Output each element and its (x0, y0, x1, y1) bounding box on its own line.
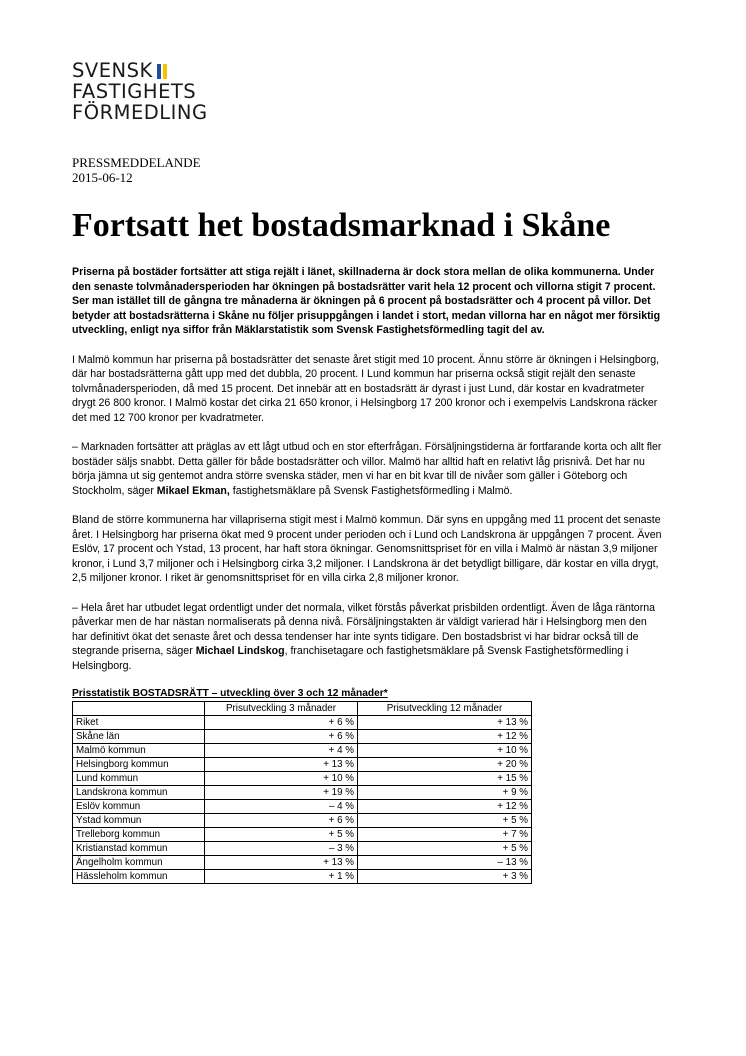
logo-line-1: SVENSK (72, 60, 208, 81)
quote-tail: , franchisetagare och fastighetsmäklare på Svensk Fastighetsförmedling i Helsingborg. (72, 645, 629, 673)
table-row (73, 758, 532, 772)
press-meta (72, 155, 201, 185)
table-row (73, 800, 532, 814)
quote-person: Mikael Ekman, (156, 484, 230, 497)
municipality-cell: Skåne län (73, 730, 205, 744)
change-3m-cell: + 10 % (205, 772, 358, 786)
municipality-cell: Helsingborg kommun (73, 758, 205, 772)
paragraph-4 (72, 601, 662, 674)
change-12m-cell: + 9 % (358, 786, 532, 800)
article-body (72, 265, 662, 884)
change-12m-cell: + 7 % (358, 828, 532, 842)
change-3m-cell: – 4 % (205, 800, 358, 814)
municipality-cell: Trelleborg kommun (73, 828, 205, 842)
municipality-cell: Hässleholm kommun (73, 870, 205, 884)
table-row (73, 716, 532, 730)
quote-text: – Marknaden fortsätter att präglas av ett lågt utbud och en stor efterfrågan. Försäljningstiderna är fortfarande korta och allt fler bostäder säljs snabbt. Detta gäller för både bostadsrätter och villor. Malmö har alltid haft en relativt låg prisnivå. Det har nu börja jämna ut sig gentemot andra större svenska städer, men vi har en bit kvar till de nivåer som gäller i Göteborg och Stockholm, säger (72, 441, 662, 497)
change-12m-cell: + 5 % (358, 814, 532, 828)
change-3m-cell: + 1 % (205, 870, 358, 884)
lead-paragraph: Priserna på bostäder fortsätter att stiga rejält i länet, skillnaderna är dock stora mellan de olika kommunerna. Under den senaste tolvmånadersperioden har ökningen på bostadsrätter varit hela 12 procent och villorna stigit 7 procent. Ser man istället till de gångna tre månaderna är ökningen på 6 procent på bostadsrätter och 4 procent på villor. Det betyder att bostadsrätterna i Skåne nu följer prisuppgången i landet i stort, medan villorna har en något mer försiktig utveckling, enligt nya siffor från Mäklarstatistik som Svensk Fastighetsförmedling tagit del av. (72, 266, 661, 337)
change-12m-cell: + 20 % (358, 758, 532, 772)
table-row (73, 856, 532, 870)
table-header (73, 702, 205, 716)
change-3m-cell: – 3 % (205, 842, 358, 856)
table-row (73, 772, 532, 786)
table-header-row (73, 702, 532, 716)
change-12m-cell: + 5 % (358, 842, 532, 856)
flag-stripe-yellow (163, 64, 167, 79)
flag-stripe-blue (157, 64, 161, 79)
document-date: 2015-06-12 (72, 170, 133, 185)
paragraph-2 (72, 440, 662, 498)
quote-person: Michael Lindskog (195, 645, 285, 658)
change-3m-cell: + 6 % (205, 814, 358, 828)
municipality-cell: Ystad kommun (73, 814, 205, 828)
municipality-cell: Riket (73, 716, 205, 730)
change-12m-cell: – 13 % (358, 856, 532, 870)
municipality-cell: Lund kommun (73, 772, 205, 786)
change-3m-cell: + 6 % (205, 716, 358, 730)
paragraph-1: I Malmö kommun har priserna på bostadsrätter det senaste året stigit med 10 procent. Ännu större är ökningen i Helsingborg, där har bostadsrätterna gått upp med det dubbla, 20 procent. I Lund kommun har priserna också stigit rejält den senaste tolvmånadersperioden, då med 15 procent. Det innebär att en bostadsrätt är dyrast i just Lund, där kostar en kvadratmeter drygt 26 800 kronor. I Malmö kostar det cirka 21 650 kronor, i Helsingborg 17 200 kronor och i exempelvis Landskrona räcker det med 12 700 kronor per kvadratmeter. (72, 353, 660, 424)
quote-tail: fastighetsmäklare på Svensk Fastighetsförmedling i Malmö. (229, 484, 513, 497)
municipality-cell: Eslöv kommun (73, 800, 205, 814)
change-12m-cell: + 12 % (358, 800, 532, 814)
municipality-cell: Ängelholm kommun (73, 856, 205, 870)
paragraph-3: Bland de större kommunerna har villapriserna stigit mest i Malmö kommun. Där syns en uppgång med 11 procent det senaste året. I Helsingborg har priserna ökat med 9 procent under perioden och i Lund och Landskrona är uppgången 7 procent. Även Eslöv, 17 procent och Ystad, 13 procent, har haft stora ökningar. Genomsnittspriset för en villa i Malmö är nästan 3,9 miljoner kronor, i Lund 3,7 miljoner och i Helsingborg cirka 3,2 miljoner. I Landskrona är det betydligt billigare, där kostar en villa drygt, 2,5 miljoner kronor. I riket är genomsnittspriset för en villa cirka 2,8 miljoner kronor. (72, 514, 662, 585)
table-row (73, 744, 532, 758)
municipality-cell: Kristianstad kommun (73, 842, 205, 856)
change-3m-cell: + 4 % (205, 744, 358, 758)
municipality-cell: Landskrona kommun (73, 786, 205, 800)
change-12m-cell: + 3 % (358, 870, 532, 884)
logo-line-3: FÖRMEDLING (72, 101, 208, 124)
table-row (73, 828, 532, 842)
price-statistics-table (72, 701, 532, 884)
change-3m-cell: + 5 % (205, 828, 358, 842)
change-12m-cell: + 15 % (358, 772, 532, 786)
change-12m-cell: + 10 % (358, 744, 532, 758)
table-caption: Prisstatistik BOSTADSRÄTT – utveckling över 3 och 12 månader* (72, 688, 388, 700)
change-12m-cell: + 13 % (358, 716, 532, 730)
table-row (73, 870, 532, 884)
table-row (73, 842, 532, 856)
document-type: PRESSMEDDELANDE (72, 155, 201, 170)
change-3m-cell: + 6 % (205, 730, 358, 744)
flag-icon (157, 62, 169, 77)
table-row (73, 814, 532, 828)
change-3m-cell: + 13 % (205, 758, 358, 772)
municipality-cell: Malmö kommun (73, 744, 205, 758)
quote-text: – Hela året har utbudet legat ordentligt under det normala, vilket förstås påverkat prisbilden ordentligt. Även de låga räntorna påverkar men de har nästan normaliserats på denna nivå. Försäljningstakten är väldigt varierad här i Helsingborg men den har definitivt ökat det senaste året och dessa tendenser har inte synts tidigare. Den bostadsbrist vi har bidrar också till de stegrande priserna, säger (72, 601, 656, 658)
change-12m-cell: + 12 % (358, 730, 532, 744)
table-row (73, 730, 532, 744)
company-logo (72, 60, 208, 123)
table-row (73, 786, 532, 800)
page-title: Fortsatt het bostadsmarknad i Skåne (72, 207, 611, 244)
table-header: Prisutveckling 3 månader (205, 702, 358, 716)
change-3m-cell: + 19 % (205, 786, 358, 800)
logo-line-2: FASTIGHETS (72, 80, 197, 103)
table-header: Prisutveckling 12 månader (358, 702, 532, 716)
change-3m-cell: + 13 % (205, 856, 358, 870)
